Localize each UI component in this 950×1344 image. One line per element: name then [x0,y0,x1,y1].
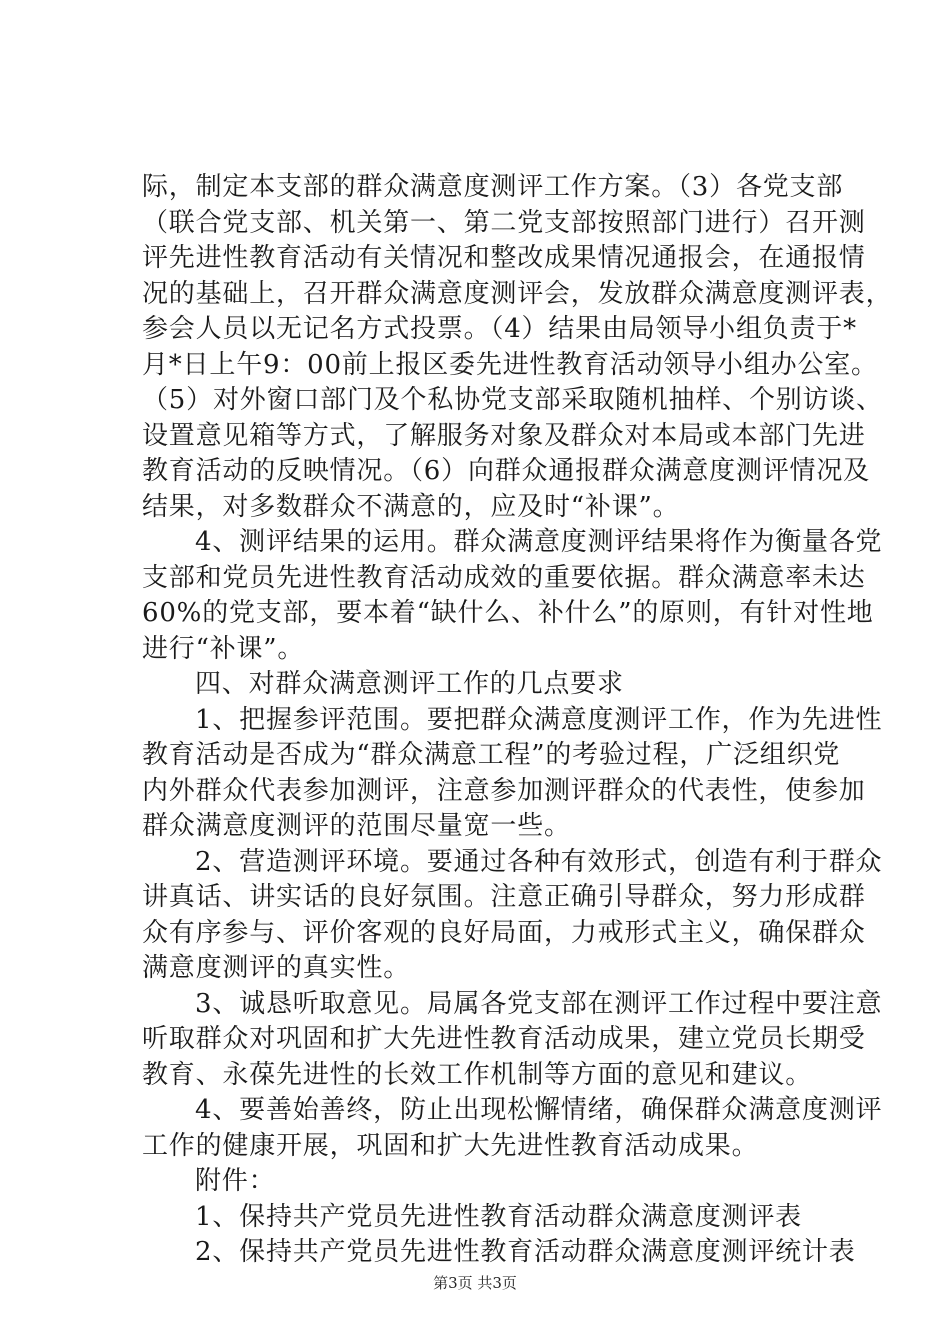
text-line: 满意度测评的真实性。 [142,953,411,983]
text-line: 听取群众对巩固和扩大先进性教育活动成果，建立党员长期受 [142,1024,866,1054]
text-line: （联合党支部、机关第一、第二党支部按照部门进行）召开测 [142,207,866,238]
page-footer: 第3页 共3页 [433,1274,517,1292]
text-line: 4、测评结果的运用。群众满意度测评结果将作为衡量各党 [195,527,883,557]
text-line: 月*日上午9：00前上报区委先进性教育活动领导小组办公室。 [142,349,878,380]
text-line: 内外群众代表参加测评，注意参加测评群众的代表性，使参加 [142,775,866,806]
text-line: 教育、永葆先进性的长效工作机制等方面的意见和建议。 [142,1059,813,1090]
text-line: 附件： [195,1166,276,1196]
text-line: 设置意见箱等方式，了解服务对象及群众对本局或本部门先进 [142,420,866,451]
text-line: 1、把握参评范围。要把群众满意度测评工作，作为先进性 [195,704,883,735]
text-line: 评先进性教育活动有关情况和整改成果情况通报会，在通报情 [142,243,866,273]
text-line: 工作的健康开展，巩固和扩大先进性教育活动成果。 [142,1130,759,1161]
text-line: 4、要善始善终，防止出现松懈情绪，确保群众满意度测评 [195,1095,883,1125]
text-line: 60%的党支部，要本着“缺什么、补什么”的原则，有针对性地 [142,598,874,628]
text-line: 参会人员以无记名方式投票。（4）结果由局领导小组负责于* [142,314,857,344]
text-line: 结果，对多数群众不满意的，应及时“补课”。 [142,491,680,522]
text-line: 进行“补课”。 [142,633,305,664]
document-body [142,170,893,1271]
text-line: 群众满意度测评的范围尽量宽一些。 [142,811,571,841]
text-line: 2、保持共产党员先进性教育活动群众满意度测评统计表 [195,1237,856,1267]
text-line: 教育活动的反映情况。（6）向群众通报群众满意度测评情况及 [142,456,870,486]
text-line: 1、保持共产党员先进性教育活动群众满意度测评表 [195,1201,802,1232]
text-line: 3、诚恳听取意见。局属各党支部在测评工作过程中要注意 [195,988,883,1019]
text-line: 教育活动是否成为“群众满意工程”的考验过程，广泛组织党 [142,740,841,770]
text-line: 众有序参与、评价客观的良好局面，力戒形式主义，确保群众 [142,917,866,948]
text-line: 支部和党员先进性教育活动成效的重要依据。群众满意率未达 [142,562,866,593]
text-line: 况的基础上，召开群众满意度测评会，发放群众满意度测评表， [142,278,893,309]
text-line: 2、营造测评环境。要通过各种有效形式，创造有利于群众 [195,846,883,877]
text-line: （5）对外窗口部门及个私协党支部采取随机抽样、个别访谈、 [142,385,883,415]
text-line: 四、对群众满意测评工作的几点要求 [195,669,624,699]
text-line: 际，制定本支部的群众满意度测评工作方案。（3）各党支部 [142,172,844,202]
text-line: 讲真话、讲实话的良好氛围。注意正确引导群众，努力形成群 [142,882,866,912]
